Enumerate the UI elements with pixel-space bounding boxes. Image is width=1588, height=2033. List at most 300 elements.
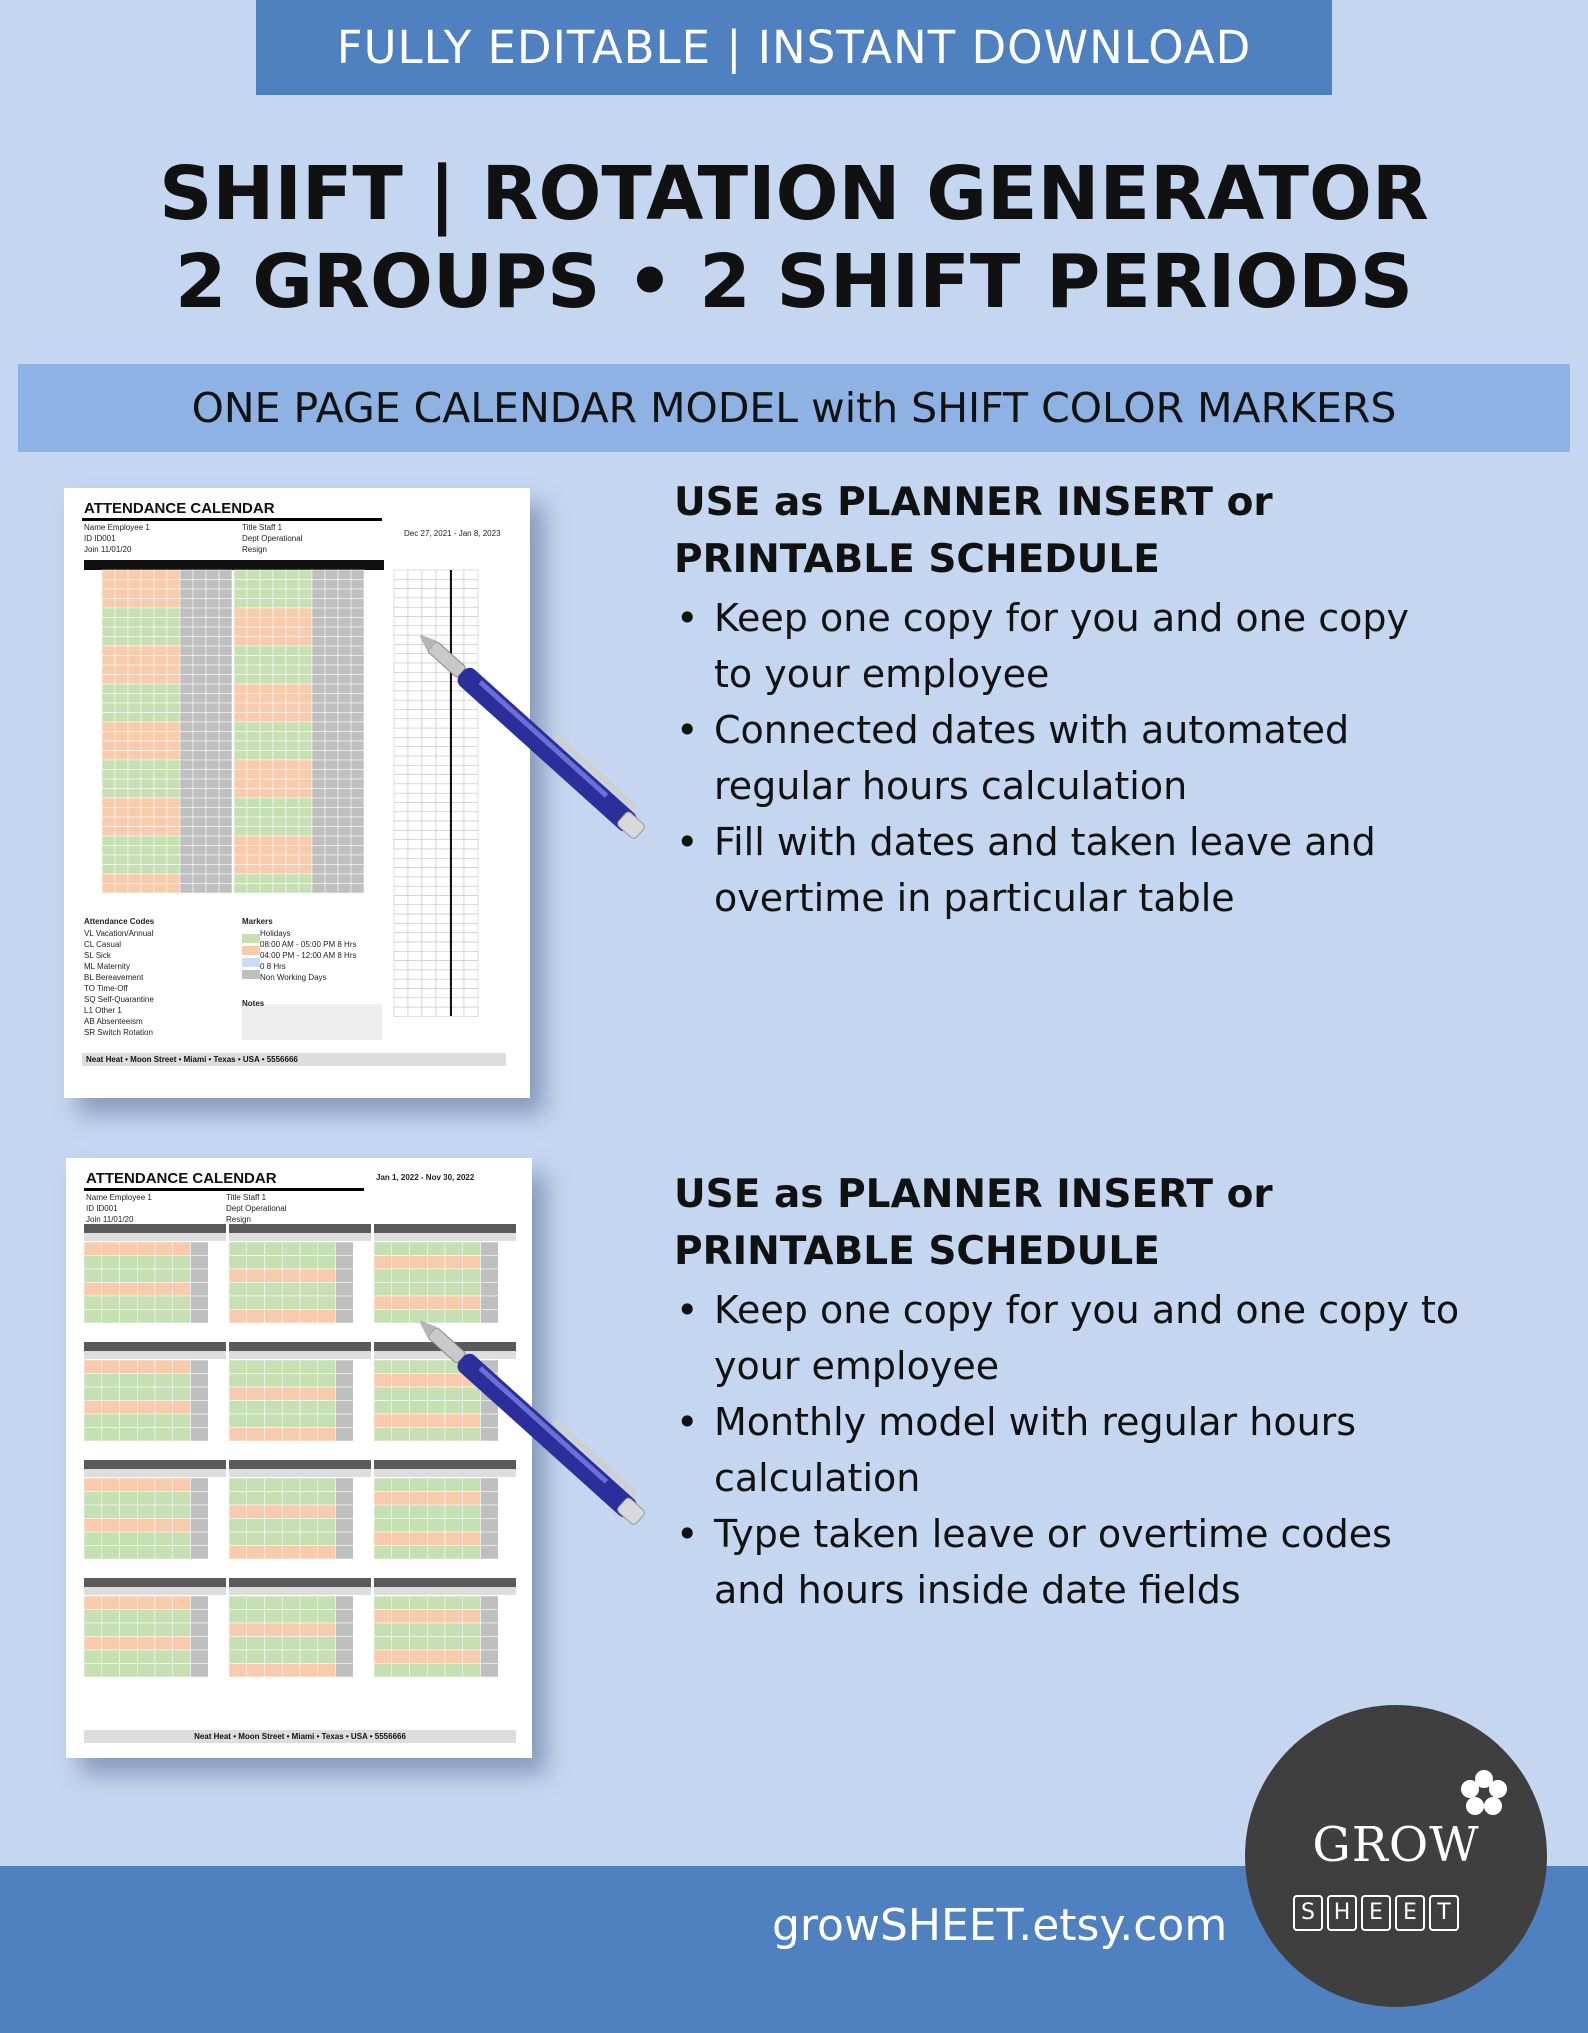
calendar-cell (286, 874, 299, 884)
calendar-cell (234, 808, 247, 818)
calendar-cell (128, 627, 141, 637)
calendar-cell (84, 1637, 102, 1651)
calendar-cell (247, 722, 260, 732)
calendar-cell (422, 877, 436, 886)
calendar-cell (286, 817, 299, 827)
calendar-cell (234, 855, 247, 865)
calendar-cell (312, 656, 325, 666)
calendar-cell (338, 694, 351, 704)
calendar-cell (374, 1610, 392, 1624)
calendar-cell (336, 1374, 354, 1388)
calendar-cell (353, 1532, 371, 1546)
calendar-cell (247, 846, 260, 856)
calendar-cell (247, 1310, 265, 1324)
calendar-cell (128, 751, 141, 761)
calendar-cell (408, 877, 422, 886)
calendar-cell (247, 1610, 265, 1624)
calendar-cell (247, 732, 260, 742)
calendar-cell (167, 637, 180, 647)
calendar-cell (84, 1387, 102, 1401)
calendar-cell (247, 1492, 265, 1506)
calendar-cell (219, 675, 232, 685)
calendar-cell (206, 751, 219, 761)
calendar-cell (229, 1310, 247, 1324)
calendar-cell (141, 827, 154, 837)
calendar-cell (394, 896, 408, 905)
calendar-cell (318, 1478, 336, 1492)
calendar-cell (180, 798, 193, 808)
calendar-cell (115, 637, 128, 647)
calendar-cell (219, 722, 232, 732)
calendar-cell (115, 722, 128, 732)
calendar-cell (102, 684, 115, 694)
calendar-cell (102, 846, 115, 856)
calendar-cell (154, 684, 167, 694)
calendar-cell (336, 1637, 354, 1651)
calendar-cell (336, 1283, 354, 1297)
calendar-cell (282, 1637, 300, 1651)
calendar-cell (286, 656, 299, 666)
calendar-cell (84, 1460, 226, 1469)
calendar-cell (219, 789, 232, 799)
calendar-cell (325, 580, 338, 590)
calendar-cell (173, 1596, 191, 1610)
calendar-cell (141, 656, 154, 666)
calendar-cell (180, 779, 193, 789)
calendar-cell (154, 589, 167, 599)
calendar-cell (450, 951, 464, 960)
calendar-cell (208, 1256, 226, 1270)
calendar-cell (180, 855, 193, 865)
calendar-cell (282, 1310, 300, 1324)
calendar-cell (265, 1242, 283, 1256)
calendar-cell (154, 732, 167, 742)
calendar-cell (102, 627, 115, 637)
calendar-cell (273, 798, 286, 808)
calendar-cell (394, 905, 408, 914)
calendar-cell (155, 1387, 173, 1401)
calendar-cell (193, 732, 206, 742)
calendar-cell (141, 846, 154, 856)
calendar-cell (155, 1596, 173, 1610)
calendar-cell (394, 607, 408, 616)
calendar-cell (299, 827, 312, 837)
calendar-cell (128, 808, 141, 818)
calendar-cell (193, 884, 206, 894)
calendar-cell (481, 1256, 499, 1270)
calendar-cell (155, 1505, 173, 1519)
calendar-cell (84, 1610, 102, 1624)
calendar-cell (436, 989, 450, 998)
calendar-cell (229, 1428, 247, 1442)
calendar-cell (154, 770, 167, 780)
calendar-cell (141, 817, 154, 827)
calendar-cell (436, 570, 450, 579)
calendar-cell (450, 989, 464, 998)
calendar-cell (422, 951, 436, 960)
calendar-cell (436, 877, 450, 886)
calendar-cell (180, 599, 193, 609)
calendar-cell (167, 827, 180, 837)
calendar-cell (219, 884, 232, 894)
calendar-cell (312, 599, 325, 609)
calendar-cell (234, 846, 247, 856)
calendar-cell (193, 637, 206, 647)
calendar-cell (312, 722, 325, 732)
calendar-cell (229, 1623, 247, 1637)
calendar-cell (282, 1374, 300, 1388)
calendar-cell (392, 1664, 410, 1678)
calendar-cell (498, 1596, 516, 1610)
calendar-cell (102, 1428, 120, 1442)
calendar-cell (102, 751, 115, 761)
calendar-cell (392, 1519, 410, 1533)
calendar-cell (336, 1519, 354, 1533)
calendar-cell (394, 570, 408, 579)
calendar-cell (408, 617, 422, 626)
calendar-cell (318, 1546, 336, 1560)
calendar-cell (208, 1414, 226, 1428)
calendar-cell (154, 627, 167, 637)
calendar-cell (450, 607, 464, 616)
calendar-cell (450, 933, 464, 942)
calendar-cell (312, 884, 325, 894)
calendar-cell (338, 817, 351, 827)
feature-bullet: • Connected dates with automated regular hours calculation (674, 702, 1414, 814)
calendar-cell (154, 637, 167, 647)
calendar-cell (137, 1650, 155, 1664)
calendar-cell (273, 760, 286, 770)
calendar-cell (325, 627, 338, 637)
calendar-cell (115, 684, 128, 694)
calendar-cell (282, 1478, 300, 1492)
calendar-cell (120, 1283, 138, 1297)
calendar-cell (338, 665, 351, 675)
calendar-cell (137, 1532, 155, 1546)
calendar-cell (325, 770, 338, 780)
calendar-cell (299, 656, 312, 666)
calendar-cell (234, 627, 247, 637)
calendar-cell (410, 1596, 428, 1610)
calendar-cell (247, 865, 260, 875)
calendar-cell (351, 665, 364, 675)
calendar-cell (120, 1242, 138, 1256)
calendar-cell (128, 722, 141, 732)
calendar-cell (464, 933, 478, 942)
calendar-cell (392, 1650, 410, 1664)
calendar-cell (282, 1401, 300, 1415)
calendar-cell (234, 760, 247, 770)
calendar-cell (102, 1242, 120, 1256)
calendar-cell (299, 732, 312, 742)
calendar-cell (219, 703, 232, 713)
calendar-cell (180, 608, 193, 618)
calendar-cell (102, 779, 115, 789)
calendar-cell (206, 741, 219, 751)
calendar-cell (325, 703, 338, 713)
calendar-cell (155, 1269, 173, 1283)
calendar-cell (265, 1428, 283, 1442)
calendar-cell (286, 646, 299, 656)
calendar-cell (84, 1233, 226, 1241)
calendar-cell (351, 618, 364, 628)
calendar-cell (154, 570, 167, 580)
calendar-cell (260, 646, 273, 656)
calendar-cell (463, 1283, 481, 1297)
calendar-cell (128, 817, 141, 827)
calendar-cell (128, 836, 141, 846)
calendar-cell (408, 951, 422, 960)
calendar-cell (154, 855, 167, 865)
calendar-cell (206, 722, 219, 732)
calendar-cell (173, 1478, 191, 1492)
calendar-cell (180, 646, 193, 656)
calendar-cell (247, 789, 260, 799)
calendar-cell (229, 1401, 247, 1415)
calendar-cell (464, 970, 478, 979)
calendar-cell (408, 970, 422, 979)
feature-block-2 (674, 1166, 1484, 1618)
feature-list (674, 1282, 1484, 1618)
calendar-cell (318, 1310, 336, 1324)
feature-bullet: • Type taken leave or overtime codes and hours inside date fields (674, 1506, 1414, 1618)
calendar-cell (273, 865, 286, 875)
calendar-cell (260, 608, 273, 618)
calendar-cell (410, 1664, 428, 1678)
calendar-cell (234, 779, 247, 789)
calendar-cell (445, 1256, 463, 1270)
calendar-cell (394, 998, 408, 1007)
calendar-cell (206, 732, 219, 742)
calendar-cell (247, 694, 260, 704)
calendar-cell (154, 817, 167, 827)
calendar-cell (392, 1478, 410, 1492)
calendar-cell (338, 836, 351, 846)
calendar-cell (141, 808, 154, 818)
calendar-cell (286, 713, 299, 723)
calendar-cell (325, 722, 338, 732)
calendar-cell (247, 675, 260, 685)
calendar-cell (351, 846, 364, 856)
calendar-cell (115, 713, 128, 723)
calendar-cell (408, 914, 422, 923)
calendar-cell (260, 703, 273, 713)
calendar-cell (325, 570, 338, 580)
calendar-cell (374, 1374, 392, 1388)
calendar-cell (167, 798, 180, 808)
calendar-cell (193, 770, 206, 780)
calendar-cell (338, 884, 351, 894)
calendar-cell (191, 1664, 209, 1678)
calendar-cell (325, 865, 338, 875)
calendar-cell (464, 1007, 478, 1016)
calendar-cell (394, 961, 408, 970)
calendar-cell (464, 617, 478, 626)
calendar-cell (154, 865, 167, 875)
calendar-cell (247, 760, 260, 770)
calendar-cell (206, 770, 219, 780)
logo-letters: S H E E T (1293, 1895, 1459, 1931)
calendar-cell (464, 905, 478, 914)
calendar-cell (115, 760, 128, 770)
calendar-cell (450, 970, 464, 979)
calendar-cell (141, 874, 154, 884)
calendar-cell (193, 722, 206, 732)
calendar-cell (450, 923, 464, 932)
calendar-cell (102, 1387, 120, 1401)
calendar-cell (353, 1283, 371, 1297)
calendar-cell (498, 1650, 516, 1664)
calendar-cell (191, 1283, 209, 1297)
calendar-cell (208, 1650, 226, 1664)
calendar-cell (394, 672, 408, 681)
calendar-cell (273, 874, 286, 884)
calendar-cell (286, 694, 299, 704)
calendar-cell (300, 1596, 318, 1610)
calendar-cell (286, 751, 299, 761)
calendar-cell (234, 637, 247, 647)
site-link[interactable]: growSHEET.etsy.com (772, 1900, 1228, 1951)
calendar-cell (312, 618, 325, 628)
calendar-cell (325, 874, 338, 884)
calendar-cell (445, 1269, 463, 1283)
calendar-cell (312, 694, 325, 704)
calendar-cell (102, 722, 115, 732)
calendar-cell (191, 1414, 209, 1428)
calendar-cell (206, 627, 219, 637)
calendar-cell (247, 637, 260, 647)
calendar-cell (312, 760, 325, 770)
calendar-cell (464, 607, 478, 616)
calendar-cell (155, 1283, 173, 1297)
calendar-cell (422, 579, 436, 588)
codes-list: VL Vacation/Annual CL Casual SL Sick ML Maternity BL Bereavement TO Time-Off SQ Self-Quarantine L1 Other 1 AB Absenteeism SR Switch Rotation (84, 929, 154, 1037)
calendar-cell (338, 798, 351, 808)
calendar-cell (167, 665, 180, 675)
calendar-cell (247, 817, 260, 827)
calendar-cell (155, 1610, 173, 1624)
calendar-cell (84, 1519, 102, 1533)
calendar-cell (312, 855, 325, 865)
divider (84, 1188, 364, 1191)
calendar-cell (141, 789, 154, 799)
calendar-cell (265, 1532, 283, 1546)
calendar-cell (374, 1478, 392, 1492)
calendar-cell (84, 1242, 102, 1256)
calendar-cell (173, 1387, 191, 1401)
calendar-cell (247, 884, 260, 894)
calendar-cell (191, 1269, 209, 1283)
calendar-cell (325, 599, 338, 609)
calendar-cell (102, 1256, 120, 1270)
calendar-cell (115, 589, 128, 599)
calendar-cell (208, 1269, 226, 1283)
calendar-cell (141, 732, 154, 742)
calendar-cell (318, 1532, 336, 1546)
calendar-cell (336, 1387, 354, 1401)
calendar-cell (422, 970, 436, 979)
calendar-cell (299, 789, 312, 799)
calendar-cell (464, 979, 478, 988)
calendar-cell (481, 1623, 499, 1637)
calendar-cell (84, 1296, 102, 1310)
calendar-cell (351, 770, 364, 780)
calendar-cell (436, 942, 450, 951)
calendar-cell (167, 608, 180, 618)
calendar-cell (325, 817, 338, 827)
calendar-cell (273, 751, 286, 761)
calendar-cell (392, 1296, 410, 1310)
calendar-cell (84, 1283, 102, 1297)
calendar-cell (312, 789, 325, 799)
calendar-cell (300, 1242, 318, 1256)
calendar-cell (193, 675, 206, 685)
calendar-cell (325, 779, 338, 789)
calendar-cell (410, 1623, 428, 1637)
calendar-cell (336, 1401, 354, 1415)
calendar-cell (137, 1360, 155, 1374)
calendar-cell (180, 741, 193, 751)
calendar-cell (410, 1637, 428, 1651)
calendar-cell (102, 637, 115, 647)
calendar-cell (120, 1478, 138, 1492)
calendar-cell (422, 896, 436, 905)
calendar-cell (208, 1519, 226, 1533)
calendar-cell (299, 646, 312, 656)
calendar-cell (394, 589, 408, 598)
calendar-cell (155, 1401, 173, 1415)
calendar-cell (247, 741, 260, 751)
calendar-cell (338, 684, 351, 694)
calendar-cell (318, 1637, 336, 1651)
calendar-cell (498, 1664, 516, 1678)
calendar-cell (273, 855, 286, 865)
calendar-cell (410, 1283, 428, 1297)
calendar-cell (338, 846, 351, 856)
calendar-cell (115, 570, 128, 580)
calendar-cell (463, 1296, 481, 1310)
calendar-cell (155, 1374, 173, 1388)
calendar-cell (229, 1387, 247, 1401)
pen-icon (420, 630, 660, 870)
calendar-cell (286, 779, 299, 789)
calendar-cell (141, 599, 154, 609)
calendar-cell (498, 1637, 516, 1651)
calendar-cell (208, 1532, 226, 1546)
calendar-cell (392, 1283, 410, 1297)
calendar-cell (167, 656, 180, 666)
calendar-cell (247, 1360, 265, 1374)
calendar-cell (115, 808, 128, 818)
calendar-cell (193, 684, 206, 694)
calendar-cell (191, 1296, 209, 1310)
calendar-cell (286, 789, 299, 799)
calendar-cell (191, 1546, 209, 1560)
calendar-cell (208, 1428, 226, 1442)
calendar-cell (247, 855, 260, 865)
calendar-cell (394, 784, 408, 793)
calendar-cell (394, 877, 408, 886)
calendar-cell (299, 713, 312, 723)
calendar-cell (286, 760, 299, 770)
calendar-cell (408, 589, 422, 598)
calendar-cell (173, 1428, 191, 1442)
calendar-cell (167, 732, 180, 742)
calendar-cell (234, 570, 247, 580)
calendar-cell (141, 608, 154, 618)
calendar-cell (167, 789, 180, 799)
markers-title: Markers (242, 917, 273, 926)
